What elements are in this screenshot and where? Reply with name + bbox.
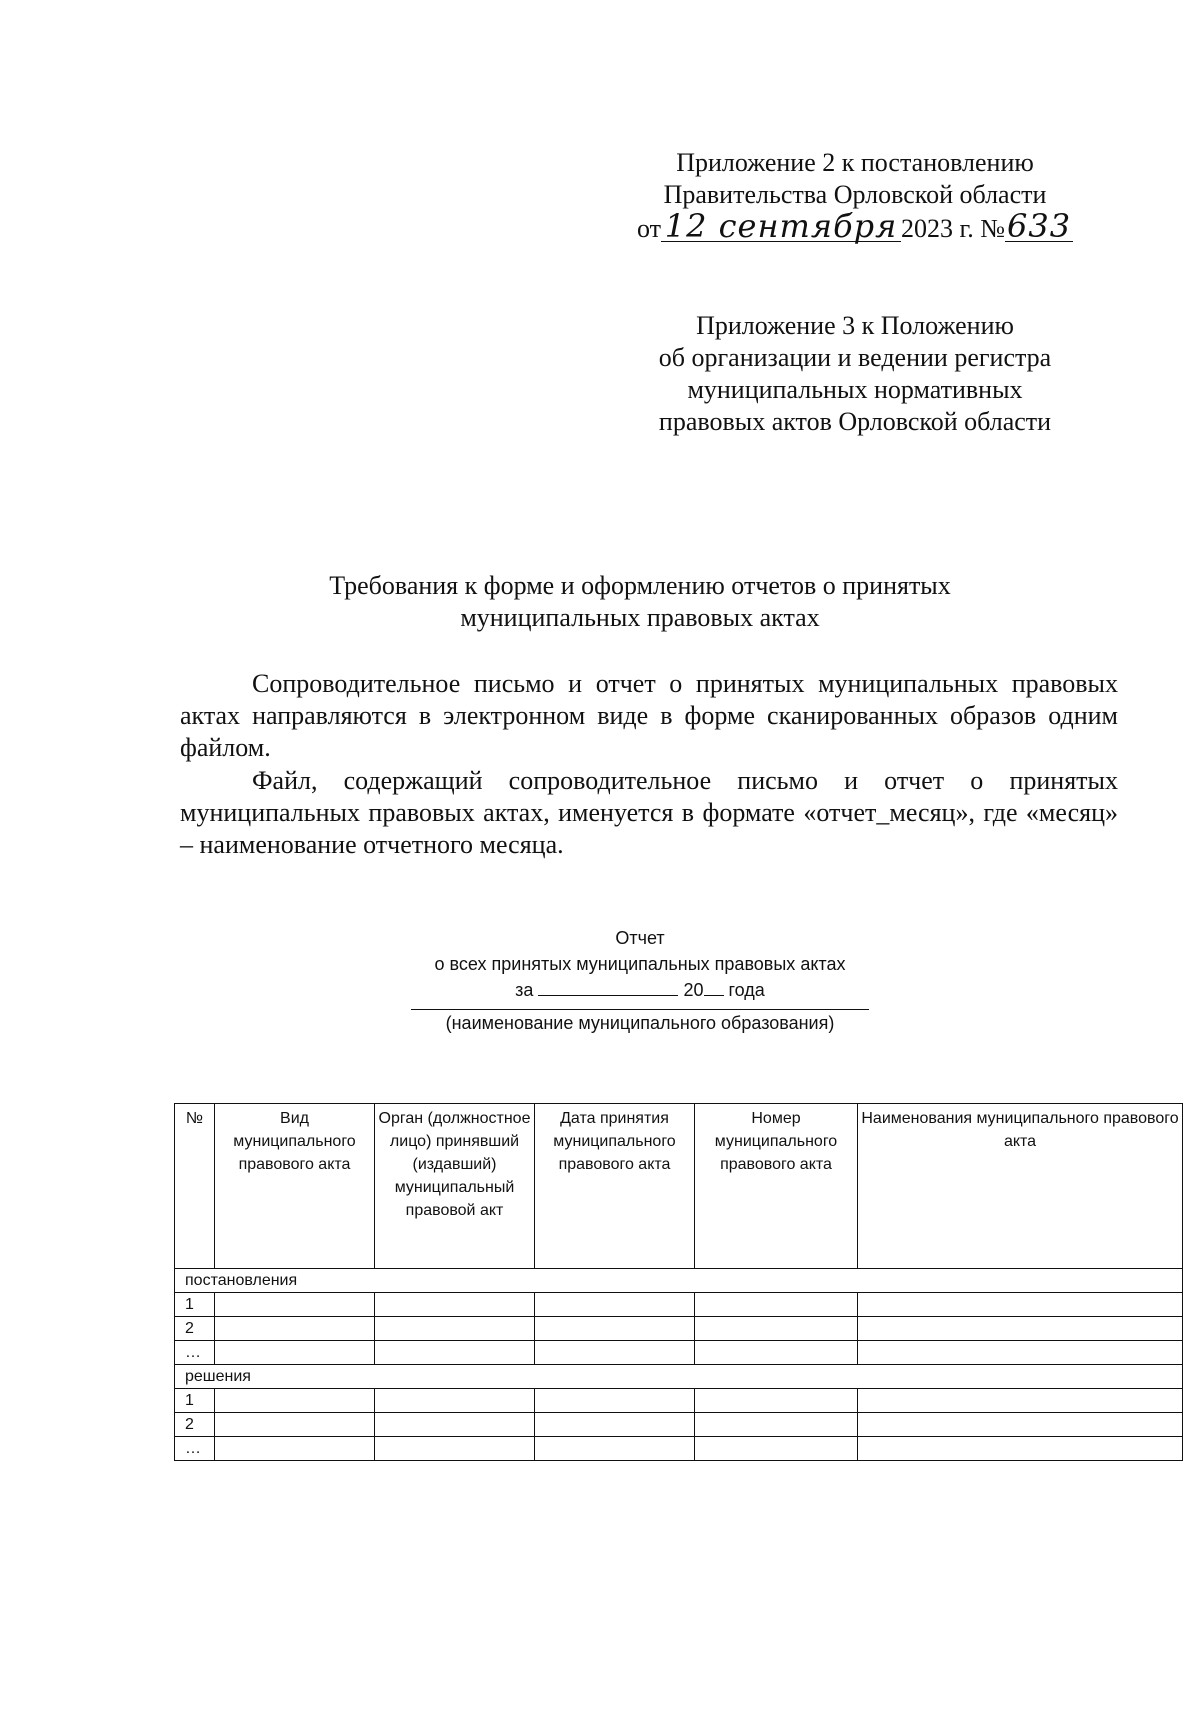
row-number: … <box>175 1437 215 1461</box>
table-cell <box>215 1389 375 1413</box>
table-cell <box>215 1341 375 1365</box>
table-cell <box>375 1317 535 1341</box>
table-cell <box>695 1293 858 1317</box>
table-cell <box>535 1293 695 1317</box>
acts-table <box>174 1103 1183 1461</box>
header-number: № <box>175 1104 215 1269</box>
header-act-number: Номер муниципального правового акта <box>695 1104 858 1269</box>
period-year-blank <box>704 995 724 996</box>
report-title: Отчет <box>615 928 665 948</box>
handwritten-number: 633 <box>1006 207 1072 245</box>
annex-2-line-1: Приложение 2 к постановлению <box>676 148 1034 177</box>
table-row <box>175 1317 1183 1341</box>
row-number: 1 <box>175 1389 215 1413</box>
table-cell <box>695 1437 858 1461</box>
annex-3-header <box>610 310 1100 438</box>
table-row <box>175 1413 1183 1437</box>
table-cell <box>375 1437 535 1461</box>
row-number: 2 <box>175 1413 215 1437</box>
table-cell <box>695 1341 858 1365</box>
date-prefix: от <box>636 214 661 243</box>
row-number: 1 <box>175 1293 215 1317</box>
annex-3-line-2: об организации и ведении регистра <box>658 343 1052 372</box>
table-cell <box>858 1341 1183 1365</box>
table-cell <box>375 1341 535 1365</box>
table-row <box>175 1293 1183 1317</box>
table-row <box>175 1341 1183 1365</box>
title-line-2: муниципальных правовых актах <box>460 603 820 632</box>
table-header-row <box>175 1104 1183 1269</box>
table-cell <box>535 1389 695 1413</box>
table-cell <box>858 1317 1183 1341</box>
handwritten-date: 12 сентября <box>661 211 901 242</box>
annex-3-line-4: правовых актов Орловской области <box>658 407 1052 436</box>
table-cell <box>215 1413 375 1437</box>
table-cell <box>858 1437 1183 1461</box>
row-number: 2 <box>175 1317 215 1341</box>
table-cell <box>695 1413 858 1437</box>
table-cell <box>858 1413 1183 1437</box>
header-act-name: Наименования муниципального правового акта <box>858 1104 1183 1269</box>
section-label: постановления <box>175 1269 1183 1293</box>
table-cell <box>215 1437 375 1461</box>
table-cell <box>858 1293 1183 1317</box>
municipality-caption: (наименование муниципального образования) <box>445 1013 835 1033</box>
document-title <box>270 570 1010 634</box>
period-year: 20 <box>683 980 704 1000</box>
table-cell <box>535 1317 695 1341</box>
period-suffix: года <box>728 980 765 1000</box>
annex-2-line-2: Правительства Орловской области <box>663 180 1047 209</box>
report-period <box>390 977 890 1003</box>
period-month-blank <box>538 995 678 996</box>
annex-2-header <box>610 147 1100 245</box>
header-act-type: Вид муниципального правового акта <box>215 1104 375 1269</box>
table-cell <box>215 1317 375 1341</box>
period-prefix: за <box>515 980 534 1000</box>
paragraph-2: Файл, содержащий сопроводительное письмо и отчет о принятых муниципальных правовых актах, именуется в формате «отчет_месяц», где «месяц» – наименование отчетного месяца. <box>180 766 1118 859</box>
table-cell <box>535 1413 695 1437</box>
row-number: … <box>175 1341 215 1365</box>
header-adoption-date: Дата принятия муниципального правового акта <box>535 1104 695 1269</box>
table-row <box>175 1437 1183 1461</box>
title-line-1: Требования к форме и оформлению отчетов о принятых <box>329 571 951 600</box>
table-cell <box>695 1389 858 1413</box>
annex-2-date-row <box>610 207 1100 245</box>
section-label: решения <box>175 1365 1183 1389</box>
table-cell <box>695 1317 858 1341</box>
table-row <box>175 1389 1183 1413</box>
table-cell <box>858 1389 1183 1413</box>
section-row <box>175 1269 1183 1293</box>
table-cell <box>375 1413 535 1437</box>
table-cell <box>375 1389 535 1413</box>
table-cell <box>535 1341 695 1365</box>
section-row <box>175 1365 1183 1389</box>
report-heading <box>390 925 890 1036</box>
paragraph-1: Сопроводительное письмо и отчет о принятых муниципальных правовых актах направляются в электронном виде в форме сканированных образов одним файлом. <box>180 669 1118 762</box>
table-cell <box>535 1437 695 1461</box>
table-cell <box>375 1293 535 1317</box>
annex-3-line-3: муниципальных нормативных <box>687 375 1023 404</box>
report-subtitle: о всех принятых муниципальных правовых актах <box>434 954 846 974</box>
header-issuing-body: Орган (должностное лицо) принявший (издавший) муниципальный правовой акт <box>375 1104 535 1269</box>
table-cell <box>215 1293 375 1317</box>
annex-3-line-1: Приложение 3 к Положению <box>696 311 1014 340</box>
year-text: 2023 г. № <box>900 214 1006 243</box>
